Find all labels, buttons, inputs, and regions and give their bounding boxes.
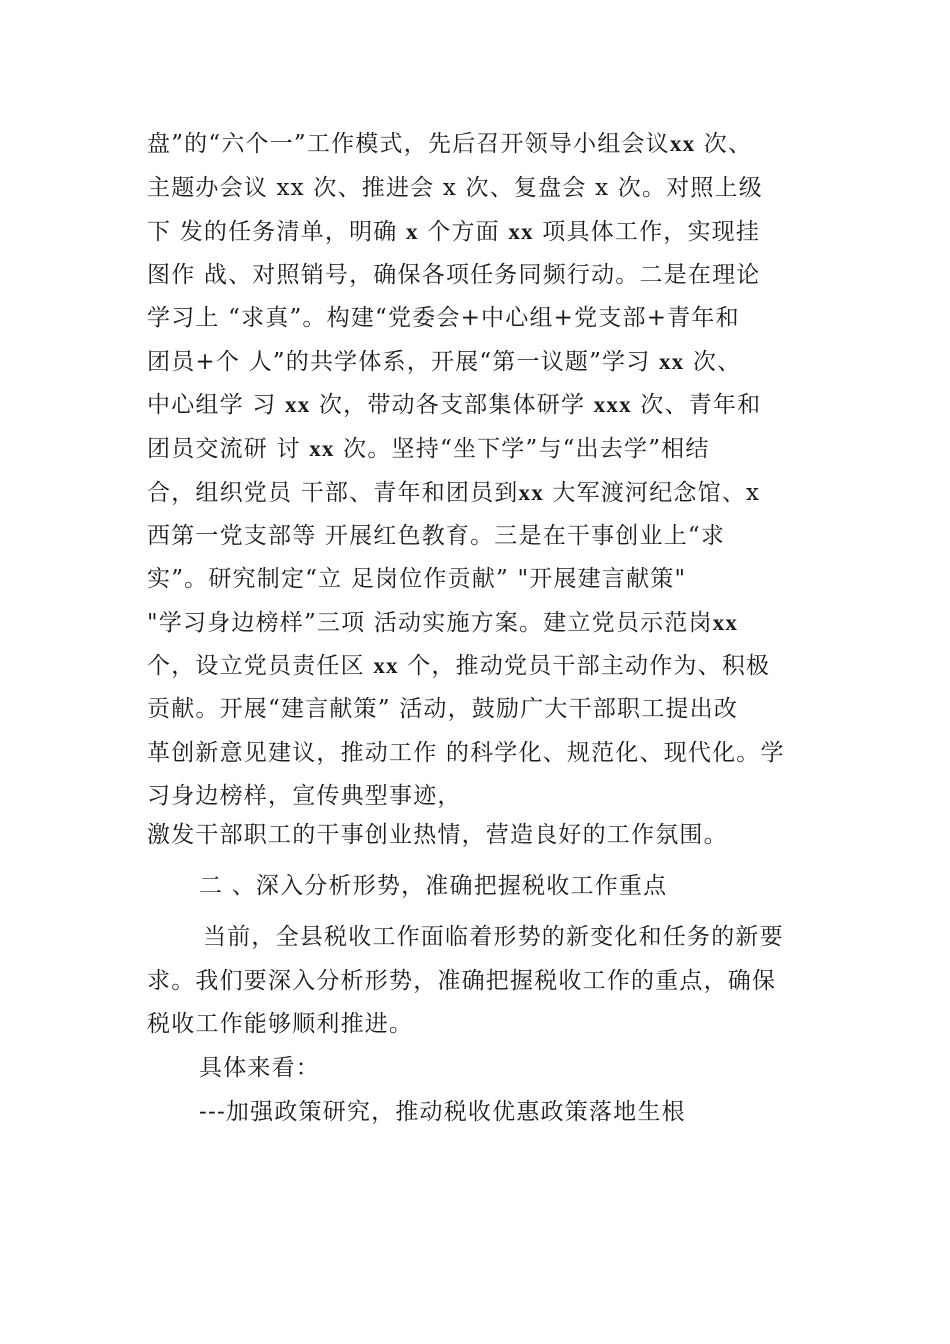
paragraph-line [147, 347, 741, 377]
paragraph-line [147, 820, 728, 850]
paragraph-line [147, 129, 752, 159]
paragraph-line [147, 781, 462, 811]
paragraph-line: 当前，全县税收工作面临着形势的新变化和任务的新要 [203, 924, 784, 950]
text-run: xxx [593, 392, 632, 417]
text-run: 大军渡河纪念馆、x [543, 480, 761, 506]
text-run: 次、 [684, 349, 742, 375]
paragraph-line [147, 173, 763, 203]
text-run: 图作 战、对照销号，确保各项任务同频行动。二是在理论 [147, 262, 761, 288]
paragraph-line [147, 478, 760, 508]
text-run: 项具体工作，实现挂 [533, 219, 761, 245]
text-run: xx [285, 392, 311, 417]
text-run: 学习上 “求真”。构建“党委会+中心组+党支部+青年和 [147, 305, 740, 331]
text-run: 次、 [695, 131, 753, 157]
text-run: xx [508, 219, 534, 244]
text-run: 合，组织党员 干部、青年和团员到 [147, 480, 519, 506]
paragraph-line [147, 217, 760, 247]
text-run: xx [658, 349, 685, 374]
specifics-label: 具体来看： [199, 1055, 320, 1081]
text-run: 下 发的任务清单，明确 [147, 219, 407, 245]
text-run: 实”。研究制定“立 足岗位作贡献” "开展建言献策" [147, 566, 687, 592]
text-run: 盘”的“六个一”工作模式，先后召开领导小组会议 [147, 131, 670, 157]
text-run: 贡献。开展“建言献策” 活动，鼓励广大干部职工提出改 [147, 696, 739, 722]
paragraph-line [147, 564, 686, 594]
text-run: 革创新意见建议，推动工作 的科学化、规范化、现代化。学 [147, 740, 785, 766]
text-run: 主题办会议 xx 次、推进会 x 次、复盘会 x 次。对照上级 [147, 175, 763, 201]
text-run: 西第一党支部等 开展红色教育。三是在干事创业上“求 [147, 523, 726, 549]
section-heading: 二 、深入分析形势，准确把握税收工作重点 [199, 873, 668, 899]
paragraph-line [147, 390, 761, 420]
paragraph-line [147, 260, 761, 290]
text-run: 次。坚持“坐下学”与“出去学”相结 [334, 436, 710, 462]
paragraph-line: 税收工作能够顺利推进。 [147, 1011, 414, 1037]
paragraph-line [147, 303, 740, 333]
paragraph-line [147, 738, 785, 768]
list-item: ---加强政策研究，推动税收优惠政策落地生根 [199, 1099, 686, 1125]
text-run: xx [373, 653, 399, 678]
paragraph-line [147, 651, 770, 681]
text-run: 个，设立党员责任区 [147, 653, 374, 679]
text-run: 习身边榜样，宣传典型事迹， [147, 783, 462, 809]
paragraph-line [147, 521, 725, 551]
paragraph-line [147, 608, 738, 638]
text-run: 中心组学 习 [147, 392, 286, 418]
text-run: 激发干部职工的干事创业热情，营造良好的工作氛围。 [147, 822, 728, 848]
text-run: xx [309, 436, 335, 461]
text-run: 个方面 [418, 219, 509, 245]
paragraph-line [147, 694, 738, 724]
paragraph-line: 求。我们要深入分析形势，准确把握税收工作的重点，确保 [147, 968, 777, 994]
text-run: 次、青年和 [631, 392, 762, 418]
text-run: 团员+个 人”的共学体系，开展“第一议题”学习 [147, 349, 659, 375]
text-run: "学习身边榜样”三项 活动实施方案。建立党员示范岗 [147, 610, 713, 636]
text-run: xx [712, 610, 739, 635]
paragraph-line [147, 434, 710, 464]
text-run: x [406, 219, 419, 244]
text-run: xx [518, 480, 544, 505]
text-run: 团员交流研 讨 [147, 436, 310, 462]
text-run: xx [669, 131, 696, 156]
text-run: 次，带动各支部集体研学 [310, 392, 594, 418]
text-run: 个，推动党员干部主动作为、积极 [398, 653, 771, 679]
